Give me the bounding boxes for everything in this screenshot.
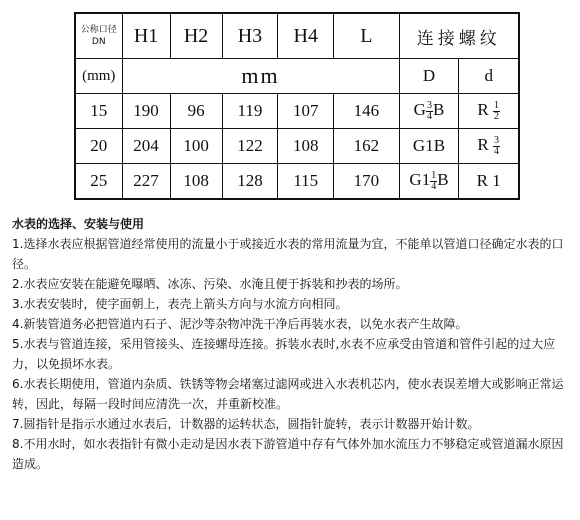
dimension-table: [74, 12, 520, 200]
table-unit-row: [75, 59, 519, 94]
header-connection-thread: 连接螺纹: [399, 13, 519, 59]
header-dn: [75, 13, 122, 59]
cell-h1: 227: [122, 164, 170, 200]
cell-big-d: G1 $\frac{1}{4}$ B: [399, 164, 459, 200]
cell-h4: 115: [278, 164, 334, 200]
cell-h3: 119: [222, 94, 278, 129]
cell-h3: 128: [222, 164, 278, 200]
cell-small-d: R 1: [459, 164, 519, 200]
cell-h3: 122: [222, 129, 278, 164]
instructions: [12, 214, 574, 474]
cell-dn: 15: [75, 94, 122, 129]
cell-l: 162: [334, 129, 399, 164]
cell-h4: 107: [278, 94, 334, 129]
cell-h1: 204: [122, 129, 170, 164]
instruction-item: 6.水表长期使用，管道内杂质、铁锈等物会堵塞过滤网或进入水表机芯内，使水表误差增大或影响正常运转，因此，每隔一段时间应清洗一次，并重新校准。: [12, 377, 564, 411]
cell-small-d: R $\frac{3}{4}$: [459, 129, 519, 164]
cell-h2: 108: [170, 164, 222, 200]
instruction-item: 1.选择水表应根据管道经常使用的流量小于或接近水表的常用流量为宜，不能单以管道口径确定水表的口径。: [12, 237, 564, 271]
header-h1: H1: [122, 13, 170, 59]
cell-l: 170: [334, 164, 399, 200]
cell-l: 146: [334, 94, 399, 129]
cell-h4: 108: [278, 129, 334, 164]
cell-h1: 190: [122, 94, 170, 129]
unit-big-d: D: [399, 59, 459, 94]
header-h3: H3: [222, 13, 278, 59]
fraction: $\frac{3}{4}$: [426, 99, 432, 122]
cell-h2: 100: [170, 129, 222, 164]
cell-big-d: G1B: [399, 129, 459, 164]
header-dn-unit: DN: [91, 37, 106, 47]
instruction-item: 3.水表安装时，使字面朝上，表壳上箭头方向与水流方向相同。: [12, 297, 348, 311]
table-row: [75, 164, 519, 200]
instruction-item: 7.圆指针是指示水通过水表后，计数器的运转状态，圆指针旋转，表示计数器开始计数。: [12, 417, 480, 431]
table-row: [75, 94, 519, 129]
fraction: $\frac{1}{4}$: [431, 169, 437, 192]
table-header-row: [75, 13, 519, 59]
cell-dn: 25: [75, 164, 122, 200]
fraction: $\frac{1}{2}$: [494, 99, 500, 122]
section-title: 水表的选择、安装与使用: [12, 217, 145, 231]
fraction: $\frac{3}{4}$: [494, 134, 500, 157]
header-dn-label: 公称口径: [80, 25, 117, 35]
cell-small-d: R $\frac{1}{2}$: [459, 94, 519, 129]
instruction-item: 5.水表与管道连接，采用管接头、连接螺母连接。拆装水表时,水表不应承受由管道和管件引起的过大应力，以免损坏水表。: [12, 337, 556, 371]
instruction-item: 2.水表应安装在能避免曝晒、冰冻、污染、水淹且便于拆装和抄表的场所。: [12, 277, 408, 291]
header-h4: H4: [278, 13, 334, 59]
unit-dn: (mm): [75, 59, 122, 94]
unit-dims: mm: [122, 59, 399, 94]
header-h2: H2: [170, 13, 222, 59]
instruction-item: 8.不用水时，如水表指针有微小走动是因水表下游管道中存有气体外加水流压力不够稳定或管道漏水原因造成。: [12, 437, 564, 471]
header-l: L: [334, 13, 399, 59]
table-row: [75, 129, 519, 164]
cell-h2: 96: [170, 94, 222, 129]
unit-small-d: d: [459, 59, 519, 94]
cell-dn: 20: [75, 129, 122, 164]
cell-big-d: G $\frac{3}{4}$ B: [399, 94, 459, 129]
instruction-item: 4.新装管道务必把管道内石子、泥沙等杂物冲洗干净后再装水表，以免水表产生故障。: [12, 317, 468, 331]
